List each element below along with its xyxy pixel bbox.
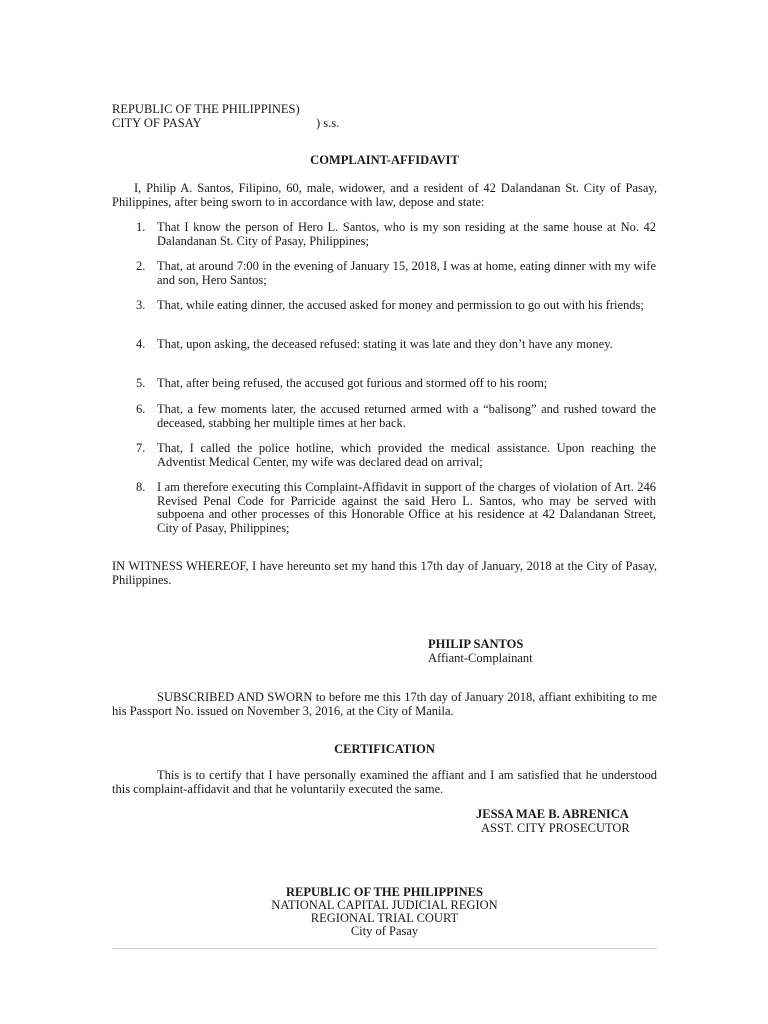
allegation-text: That, upon asking, the deceased refused: stating it was late and they don’t have any money.	[157, 337, 613, 351]
allegation-text: That, at around 7:00 in the evening of January 15, 2018, I was at home, eating dinner with my wife and son, Hero Santos;	[157, 259, 656, 287]
intro-paragraph: I, Philip A. Santos, Filipino, 60, male, widower, and a resident of 42 Dalandanan St. City of Pasay, Philippines, after being sworn to in accordance with law, depose and state:	[112, 181, 657, 209]
allegation-number: 1.	[136, 220, 146, 234]
certification-title: CERTIFICATION	[334, 742, 435, 756]
allegation-number: 4.	[136, 337, 146, 351]
allegation-text: I am therefore executing this Complaint-Affidavit in support of the charges of violation of Art. 246 Revised Penal Code for Parricide against the said Hero L. Santos, who may be served with subpoena and other processes of this Honorable Office at his residence at 42 Dalandanan Street, City of Pasay, Philippines;	[157, 480, 656, 535]
allegation-item	[136, 299, 656, 313]
allegation-item	[136, 221, 656, 248]
subscribed-paragraph: SUBSCRIBED AND SWORN to before me this 17th day of January 2018, affiant exhibiting to me his Passport No. issued on November 3, 2016, at the City of Manila.	[112, 690, 657, 718]
allegation-text: That I know the person of Hero L. Santos, who is my son residing at the same house at No. 42 Dalandanan St. City of Pasay, Philippines;	[157, 220, 656, 248]
prosecutor-title: ASST. CITY PROSECUTOR	[481, 821, 630, 835]
caption-city: CITY OF PASAY	[112, 116, 202, 130]
court-header-region: NATIONAL CAPITAL JUDICIAL REGION	[271, 898, 498, 912]
allegation-text: That, a few moments later, the accused returned armed with a “balisong” and rushed toward the deceased, stabbing her multiple times at her back.	[157, 402, 656, 430]
allegation-number: 6.	[136, 402, 146, 416]
document-title: COMPLAINT-AFFIDAVIT	[310, 153, 459, 167]
allegation-item	[136, 481, 656, 535]
allegation-item	[136, 403, 656, 430]
allegation-number: 5.	[136, 376, 146, 390]
page-divider	[112, 948, 657, 949]
allegation-item	[136, 338, 656, 352]
allegation-item	[136, 260, 656, 287]
witness-paragraph: IN WITNESS WHEREOF, I have hereunto set my hand this 17th day of January, 2018 at the City of Pasay, Philippines.	[112, 559, 657, 587]
court-header-city: City of Pasay	[350, 924, 419, 938]
affiant-name: PHILIP SANTOS	[428, 637, 524, 651]
allegation-text: That, after being refused, the accused got furious and stormed off to his room;	[157, 376, 548, 390]
allegation-item	[136, 442, 656, 469]
caption-line-1: REPUBLIC OF THE PHILIPPINES)	[112, 102, 300, 116]
allegation-number: 2.	[136, 259, 146, 273]
allegation-number: 7.	[136, 441, 146, 455]
allegation-number: 3.	[136, 298, 146, 312]
prosecutor-name: JESSA MAE B. ABRENICA	[476, 807, 629, 821]
affiant-role: Affiant-Complainant	[428, 651, 533, 665]
certification-paragraph: This is to certify that I have personally examined the affiant and I am satisfied that he understood this complaint-affidavit and that he voluntarily executed the same.	[112, 768, 657, 796]
allegation-item	[136, 377, 656, 391]
allegation-text: That, I called the police hotline, which provided the medical assistance. Upon reaching the Adventist Medical Center, my wife was declared dead on arrival;	[157, 441, 656, 469]
court-header-court: REGIONAL TRIAL COURT	[310, 911, 459, 925]
allegation-number: 8.	[136, 480, 146, 494]
court-header-republic: REPUBLIC OF THE PHILIPPINES	[286, 885, 483, 899]
allegation-text: That, while eating dinner, the accused asked for money and permission to go out with his friends;	[157, 298, 644, 312]
caption-ss: ) s.s.	[316, 116, 340, 130]
